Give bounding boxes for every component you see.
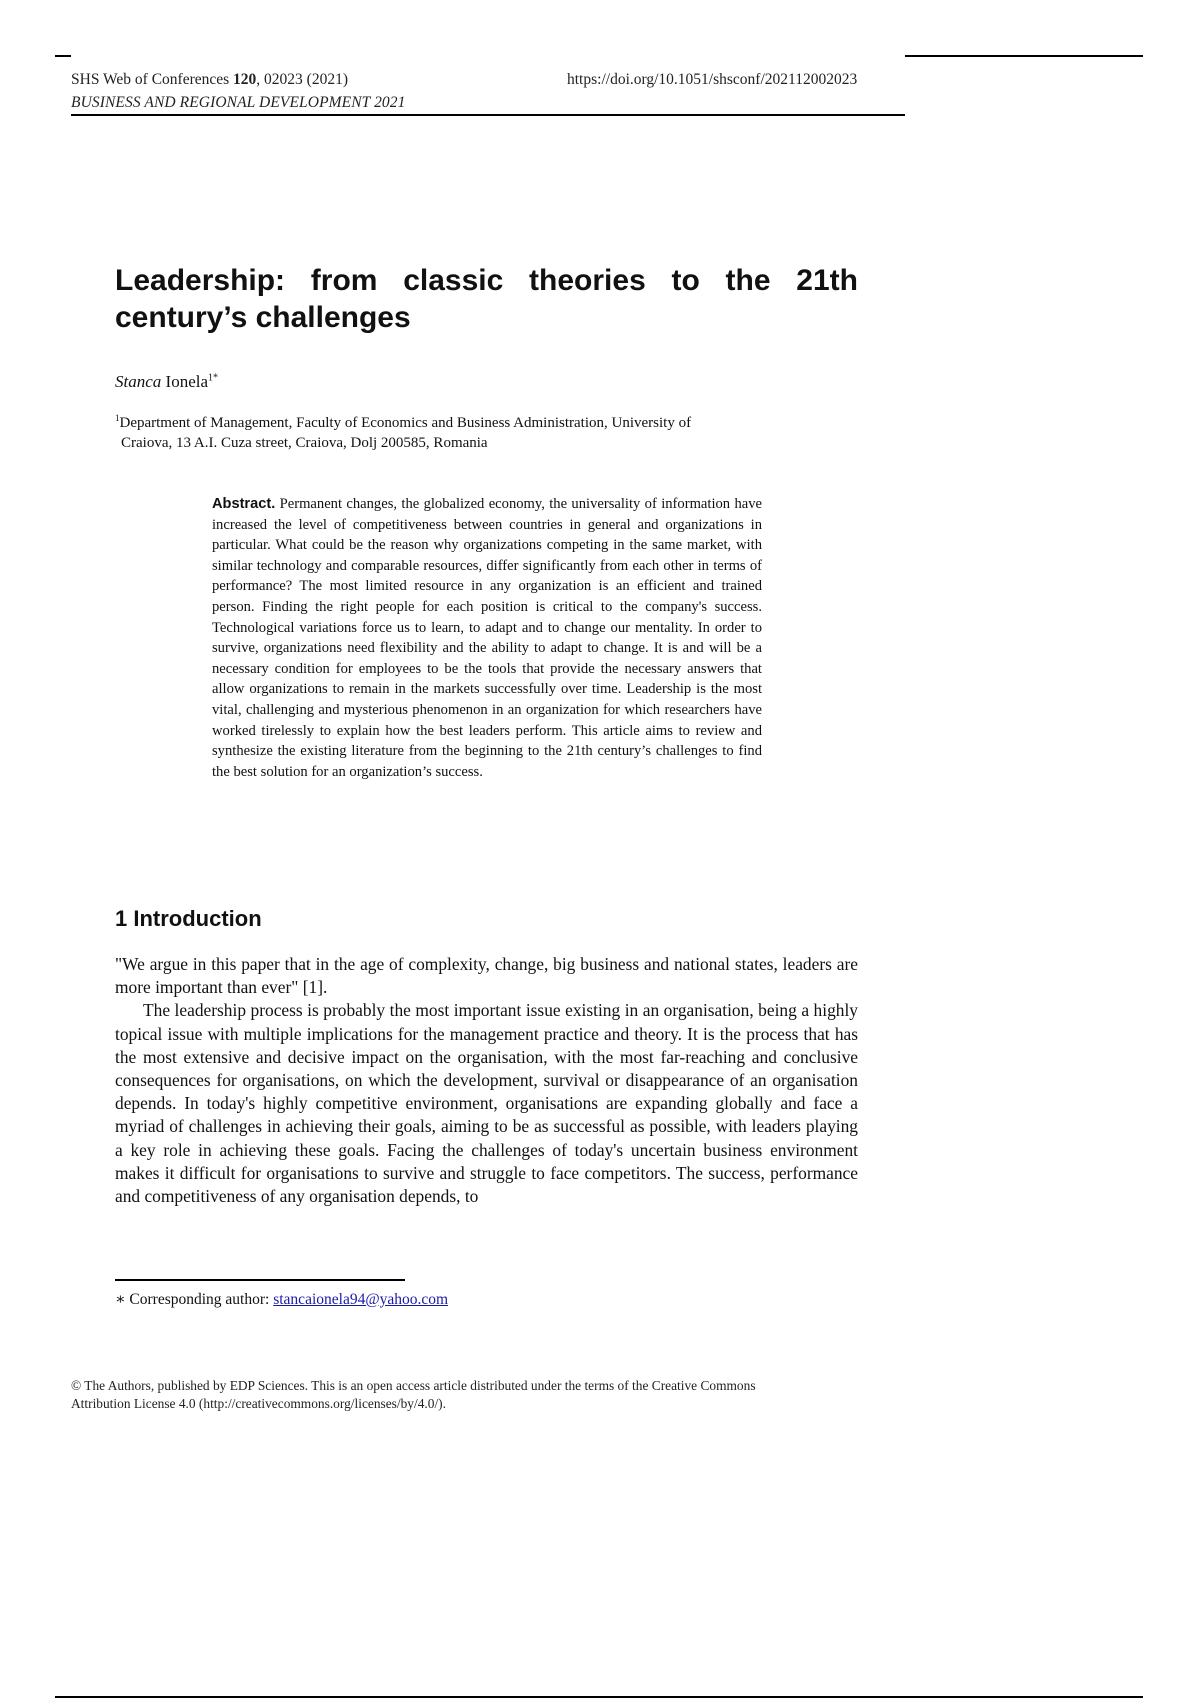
intro-paragraph-1: "We argue in this paper that in the age of complexity, change, big business and national states, leaders are more important than ever" [1]. [115,954,858,998]
author-last-name: Ionela [165,372,209,391]
footnote-label: Corresponding author: [125,1291,274,1308]
doi-link[interactable]: https://doi.org/10.1051/shsconf/202112002023 [567,71,858,88]
copyright-line-2: Attribution License 4.0 (http://creativecommons.org/licenses/by/4.0/). [71,1396,446,1411]
copyright-notice [71,1377,909,1413]
intro-paragraph-2: The leadership process is probably the most important issue existing in an organisation, being a highly topical issue with multiple implications for the management practice and theory. It is the process that has the most extensive and decisive impact on the organisation, with the most far-reaching and conclusive consequences for organisations, on which the development, survival or disappearance of an organisation depends. In today's highly competitive environment, organisations are expanding globally and face a myriad of challenges in achieving their goals, aiming to be as successful as possible, with leaders playing a key role in achieving these goals. Facing the challenges of today's uncertain business environment makes it difficult for organisations to survive and struggle to face competitors. The success, performance and competitiveness of any organisation depends, to [115,1000,858,1207]
footnote-symbol: ∗ [115,1291,126,1308]
abstract [212,494,762,782]
introduction-body [115,953,858,1208]
conference-name: BUSINESS AND REGIONAL DEVELOPMENT 2021 [71,94,406,111]
abstract-label: Abstract. [212,496,276,512]
journal-citation: SHS Web of Conferences 120, 02023 (2021) [71,71,348,88]
corresponding-author-footnote [115,1290,448,1309]
affiliation [115,408,835,453]
footnote-rule [115,1279,405,1281]
paper-title: Leadership: from classic theories to the 21th century’s challenges [115,264,858,334]
affiliation-line-2: Craiova, 13 A.I. Cuza street, Craiova, Dolj 200585, Romania [121,435,488,451]
header-rule [71,114,905,116]
top-right-rule [905,55,1143,57]
affiliation-line-1: Department of Management, Faculty of Economics and Business Administration, University of [119,415,692,431]
bottom-rule [55,1696,1143,1698]
author-email-link[interactable]: stancaionela94@yahoo.com [273,1291,449,1308]
top-left-mark [55,55,71,57]
author-first-name: Stanca [115,372,162,391]
affiliation-mark: 1 [115,413,120,423]
copyright-line-1: © The Authors, published by EDP Sciences. This is an open access article distributed under the terms of the Creative Commons [71,1378,756,1393]
journal-volume: 120 [233,71,257,88]
author-marks: 1* [208,372,219,384]
section-heading-introduction: 1 Introduction [115,906,262,931]
author-line [115,372,218,392]
running-header [71,68,405,114]
abstract-text: Permanent changes, the globalized economy, the universality of information have increased the level of competitiveness between countries in general and organizations in particular. What could be the reason why organizations competing in the same market, with similar technology and comparable resources, differ significantly from each other in terms of performance? The most limited resource in any organization is an efficient and trained person. Finding the right people for each position is critical to the company's success. Technological variations force us to learn, to adapt and to change our mentality. In order to survive, organizations need flexibility and the ability to adapt to change. It is and will be a necessary condition for employees to be the tools that provide the necessary answers that allow organizations to remain in the markets successfully over time. Leadership is the most vital, challenging and mysterious phenomenon in an organization for which researchers have worked tirelessly to explain how the best leaders perform. This article aims to review and synthesize the existing literature from the beginning to the 21th century’s challenges to find the best solution for an organization’s success. [212,496,762,780]
